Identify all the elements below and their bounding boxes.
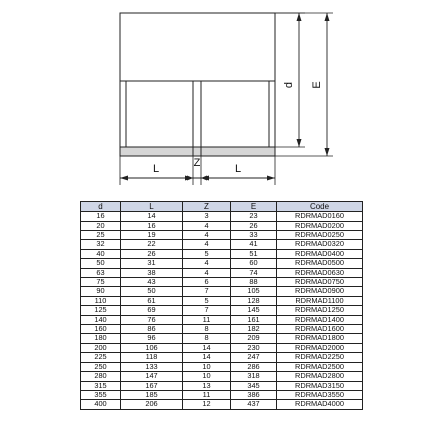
cell-L: 206 <box>121 400 183 409</box>
E-label: E <box>311 81 323 89</box>
cell-L: 61 <box>121 296 183 305</box>
cell-code: RDRMAD2500 <box>277 362 363 371</box>
cell-code: RDRMAD1600 <box>277 325 363 334</box>
cell-d: 180 <box>81 334 121 343</box>
cell-code: RDRMAD0160 <box>277 212 363 221</box>
cell-d: 355 <box>81 390 121 399</box>
E-arrow-top <box>325 13 330 21</box>
cell-E: 161 <box>231 315 277 324</box>
cell-Z: 7 <box>183 287 231 296</box>
Z-label: Z <box>193 157 201 169</box>
cell-Z: 4 <box>183 240 231 249</box>
cell-E: 51 <box>231 249 277 258</box>
cell-code: RDRMAD2000 <box>277 343 363 352</box>
cell-E: 437 <box>231 400 277 409</box>
cell-Z: 4 <box>183 231 231 240</box>
cell-d: 160 <box>81 325 121 334</box>
cell-E: 88 <box>231 278 277 287</box>
cell-d: 40 <box>81 249 121 258</box>
cell-d: 400 <box>81 400 121 409</box>
cell-E: 182 <box>231 325 277 334</box>
cell-Z: 13 <box>183 381 231 390</box>
cell-Z: 4 <box>183 268 231 277</box>
cell-code: RDRMAD2250 <box>277 353 363 362</box>
cell-E: 33 <box>231 231 277 240</box>
cell-Z: 6 <box>183 278 231 287</box>
cell-Z: 12 <box>183 400 231 409</box>
cell-Z: 10 <box>183 362 231 371</box>
cell-code: RDRMAD3550 <box>277 390 363 399</box>
dimension-table <box>80 201 363 410</box>
coupling-drawing <box>0 0 430 200</box>
cell-L: 86 <box>121 325 183 334</box>
table-row <box>81 287 363 296</box>
table-row <box>81 212 363 221</box>
cell-d: 280 <box>81 372 121 381</box>
cell-L: 31 <box>121 259 183 268</box>
cell-Z: 11 <box>183 315 231 324</box>
cell-d: 25 <box>81 231 121 240</box>
L-label-right: L <box>234 163 242 175</box>
cell-L: 76 <box>121 315 183 324</box>
table-row <box>81 278 363 287</box>
cell-d: 315 <box>81 381 121 390</box>
cell-E: 128 <box>231 296 277 305</box>
table-row <box>81 221 363 230</box>
cell-Z: 11 <box>183 390 231 399</box>
cell-d: 75 <box>81 278 121 287</box>
cell-code: RDRMAD0500 <box>277 259 363 268</box>
d-arrow-bottom <box>297 139 302 147</box>
cell-d: 20 <box>81 221 121 230</box>
table-row <box>81 372 363 381</box>
cell-code: RDRMAD0750 <box>277 278 363 287</box>
table-row <box>81 334 363 343</box>
cell-L: 22 <box>121 240 183 249</box>
cell-L: 118 <box>121 353 183 362</box>
cell-E: 345 <box>231 381 277 390</box>
cell-d: 200 <box>81 343 121 352</box>
table-row <box>81 343 363 352</box>
cell-Z: 3 <box>183 212 231 221</box>
table-row <box>81 231 363 240</box>
cell-L: 50 <box>121 287 183 296</box>
Z-arrow-left <box>187 176 193 181</box>
cell-E: 247 <box>231 353 277 362</box>
cell-L: 19 <box>121 231 183 240</box>
header-d: d <box>81 202 121 212</box>
cell-code: RDRMAD0630 <box>277 268 363 277</box>
cell-Z: 8 <box>183 334 231 343</box>
cell-L: 106 <box>121 343 183 352</box>
cell-d: 90 <box>81 287 121 296</box>
cell-d: 140 <box>81 315 121 324</box>
cell-code: RDRMAD1400 <box>277 315 363 324</box>
header-E: E <box>231 202 277 212</box>
table-body <box>81 212 363 410</box>
table-row <box>81 240 363 249</box>
cell-code: RDRMAD4000 <box>277 400 363 409</box>
cell-code: RDRMAD1800 <box>277 334 363 343</box>
cell-Z: 10 <box>183 372 231 381</box>
cell-code: RDRMAD2800 <box>277 372 363 381</box>
cell-L: 38 <box>121 268 183 277</box>
cell-E: 105 <box>231 287 277 296</box>
table-row <box>81 249 363 258</box>
cell-E: 41 <box>231 240 277 249</box>
cell-d: 125 <box>81 306 121 315</box>
table-row <box>81 400 363 409</box>
d-arrow-top <box>297 13 302 21</box>
cell-E: 318 <box>231 372 277 381</box>
cell-d: 225 <box>81 353 121 362</box>
cell-E: 386 <box>231 390 277 399</box>
L-arrow-right-end <box>267 176 275 181</box>
cell-Z: 4 <box>183 221 231 230</box>
cell-code: RDRMAD1100 <box>277 296 363 305</box>
cell-Z: 8 <box>183 325 231 334</box>
table-row <box>81 315 363 324</box>
cell-Z: 5 <box>183 296 231 305</box>
cell-L: 133 <box>121 362 183 371</box>
cell-E: 145 <box>231 306 277 315</box>
table-row <box>81 362 363 371</box>
cell-E: 286 <box>231 362 277 371</box>
cell-L: 185 <box>121 390 183 399</box>
cell-code: RDRMAD0320 <box>277 240 363 249</box>
table-row <box>81 296 363 305</box>
cell-code: RDRMAD1250 <box>277 306 363 315</box>
cell-code: RDRMAD3150 <box>277 381 363 390</box>
header-L: L <box>121 202 183 212</box>
L-label-left: L <box>152 163 160 175</box>
cell-Z: 14 <box>183 343 231 352</box>
table-row <box>81 306 363 315</box>
cell-L: 43 <box>121 278 183 287</box>
cell-Z: 14 <box>183 353 231 362</box>
E-arrow-bottom <box>325 148 330 156</box>
cell-d: 32 <box>81 240 121 249</box>
cell-L: 26 <box>121 249 183 258</box>
cell-code: RDRMAD0400 <box>277 249 363 258</box>
L-arrow-right-start <box>201 176 209 181</box>
table-row <box>81 325 363 334</box>
cell-L: 69 <box>121 306 183 315</box>
table-row <box>81 259 363 268</box>
table-row <box>81 381 363 390</box>
cell-d: 110 <box>81 296 121 305</box>
cell-Z: 7 <box>183 306 231 315</box>
cell-code: RDRMAD0900 <box>277 287 363 296</box>
cell-L: 16 <box>121 221 183 230</box>
cell-d: 63 <box>81 268 121 277</box>
cell-E: 26 <box>231 221 277 230</box>
cell-code: RDRMAD0200 <box>277 221 363 230</box>
table-row <box>81 268 363 277</box>
L-arrow-left-start <box>120 176 128 181</box>
coupling-body <box>120 13 275 147</box>
cell-L: 96 <box>121 334 183 343</box>
cell-E: 209 <box>231 334 277 343</box>
table-row <box>81 353 363 362</box>
cell-L: 147 <box>121 372 183 381</box>
cell-E: 23 <box>231 212 277 221</box>
wall-band <box>120 147 275 156</box>
cell-L: 14 <box>121 212 183 221</box>
cell-E: 60 <box>231 259 277 268</box>
d-label: d <box>283 81 295 89</box>
table-header-row <box>81 202 363 212</box>
cell-L: 167 <box>121 381 183 390</box>
cell-E: 230 <box>231 343 277 352</box>
cell-d: 250 <box>81 362 121 371</box>
cell-E: 74 <box>231 268 277 277</box>
cell-code: RDRMAD0250 <box>277 231 363 240</box>
cell-d: 50 <box>81 259 121 268</box>
header-code: Code <box>277 202 363 212</box>
cell-d: 16 <box>81 212 121 221</box>
header-Z: Z <box>183 202 231 212</box>
table-row <box>81 390 363 399</box>
cell-Z: 5 <box>183 249 231 258</box>
cell-Z: 4 <box>183 259 231 268</box>
